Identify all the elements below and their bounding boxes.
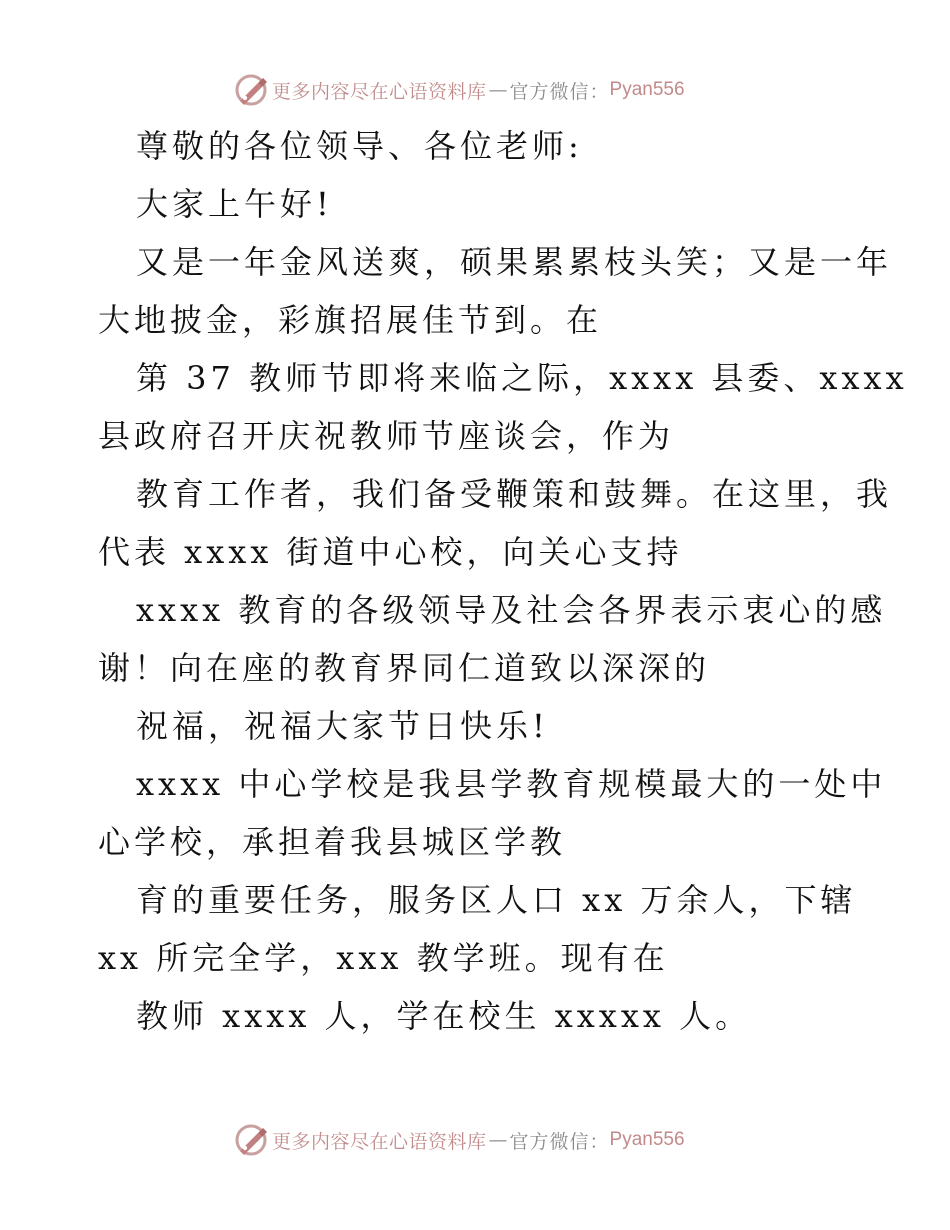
text-line: 尊敬的各位领导、各位老师: xyxy=(136,127,583,165)
pen-logo-icon xyxy=(234,1123,268,1157)
pen-logo-icon xyxy=(234,73,268,107)
text-line: xxxx 教育的各级领导及社会各界表示衷心的感 xyxy=(136,591,887,629)
text-line: 代表 xxxx 街道中心校，向关心支持 xyxy=(98,533,683,571)
text-line: 大家上午好! xyxy=(136,185,333,223)
watermark-account-label: 官方微信： xyxy=(509,80,610,103)
watermark-account-id: Pyan556 xyxy=(609,79,685,100)
watermark-account-id: Pyan556 xyxy=(609,1129,685,1150)
watermark-account-label: 官方微信： xyxy=(509,1130,610,1153)
text-line: 第 37 教师节即将来临之际，xxxx 县委、xxxx xyxy=(136,359,908,397)
footer-watermark xyxy=(234,1122,685,1158)
text-line: 教育工作者，我们备受鞭策和鼓舞。在这里，我 xyxy=(136,475,893,513)
text-line: xxxx 中心学校是我县学教育规模最大的一处中 xyxy=(136,765,887,803)
text-line: 大地披金，彩旗招展佳节到。在 xyxy=(98,301,603,339)
text-line: 祝福，祝福大家节日快乐! xyxy=(136,707,549,745)
text-line: 又是一年金风送爽，硕果累累枝头笑；又是一年 xyxy=(136,243,893,281)
text-line: xx 所完全学，xxx 教学班。现有在 xyxy=(98,939,669,977)
watermark-separator: — xyxy=(488,1129,508,1151)
text-line: 心学校，承担着我县城区学教 xyxy=(98,823,567,861)
text-line: 教师 xxxx 人，学在校生 xxxxx 人。 xyxy=(136,997,752,1035)
watermark-text: 更多内容尽在心语资料库 xyxy=(272,1130,487,1153)
text-line: 谢！向在座的教育界同仁道致以深深的 xyxy=(98,649,711,687)
text-line: 育的重要任务，服务区人口 xx 万余人，下辖 xyxy=(136,881,857,919)
header-watermark xyxy=(234,72,685,108)
text-line: 县政府召开庆祝教师节座谈会，作为 xyxy=(98,417,675,455)
watermark-text: 更多内容尽在心语资料库 xyxy=(272,80,487,103)
watermark-separator: — xyxy=(488,79,508,101)
